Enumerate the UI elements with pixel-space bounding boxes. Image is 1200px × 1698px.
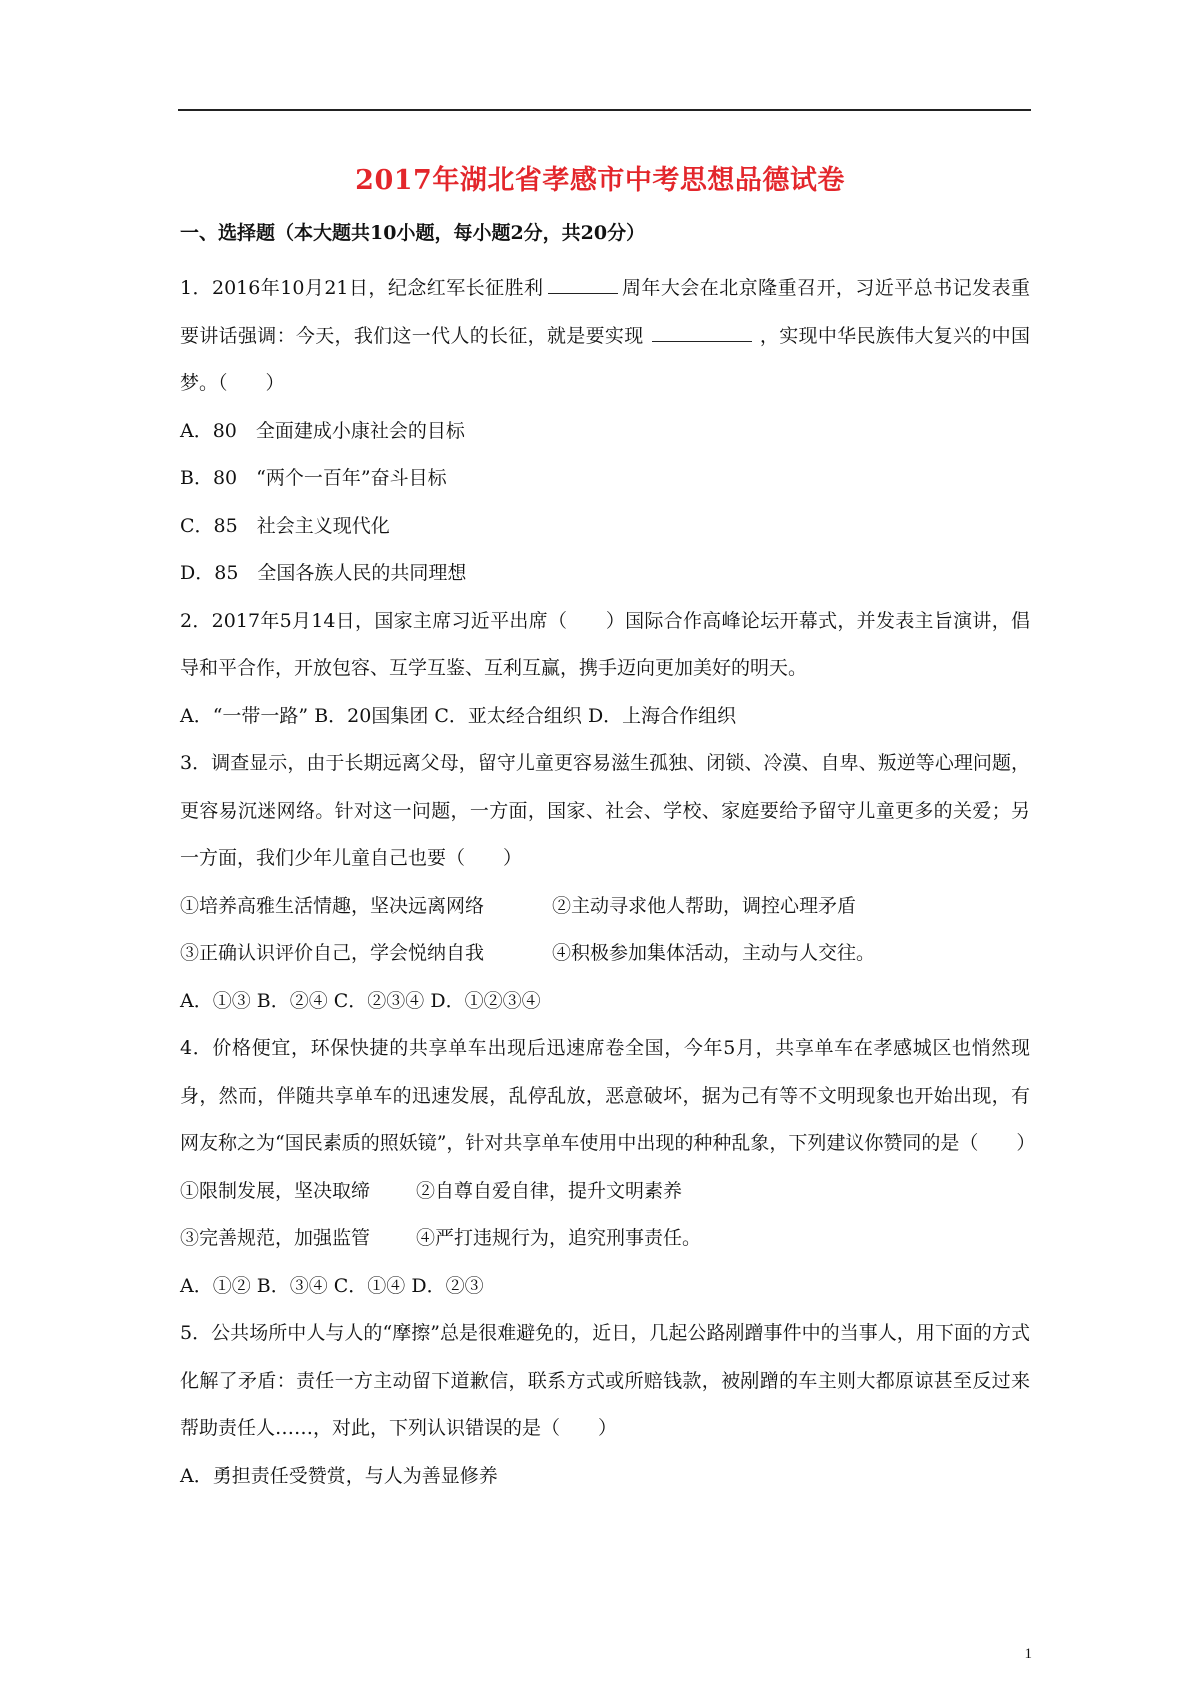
question-3-item-4: ④积极参加集体活动，主动与人交往。 <box>552 942 876 964</box>
answer-blank <box>652 321 752 342</box>
question-3-items-row-2 <box>180 930 1030 978</box>
question-3-options: A．①③ B．②④ C．②③④ D．①②③④ <box>180 989 541 1012</box>
question-4-item-2: ②自尊自爱自律，提升文明素养 <box>416 1179 683 1202</box>
question-4-item-4: ④严打违规行为，追究刑事责任。 <box>416 1227 702 1249</box>
question-1-stem: 1．2016年10月21日，纪念红军长征胜利 周年大会在北京隆重召开，习近平总书记发表重要讲话强调：今天，我们这一代人的长征，就是要实现 ，实现中华民族伟大复兴的中国梦。（ ） <box>180 265 1030 408</box>
question-4-item-3: ③完善规范，加强监管 <box>180 1227 371 1249</box>
question-3-stem: 3．调查显示，由于长期远离父母，留守儿童更容易滋生孤独、闭锁、冷漠、自卑、叛逆等心理问题，更容易沉迷网络。针对这一问题，一方面，国家、社会、学校、家庭要给予留守儿童更多的关爱；另一方面，我们少年儿童自己也要（ ） <box>180 752 1030 869</box>
question-3-items-row-1 <box>180 883 1030 931</box>
page-number: 1 <box>1024 1646 1032 1662</box>
answer-blank <box>548 273 618 294</box>
question-4-options: A．①② B．③④ C．①④ D．②③ <box>180 1274 484 1297</box>
question-3-item-1: ①培养高雅生活情趣，坚决远离网络 <box>180 894 485 917</box>
question-2-options: A．“一带一路” B．20国集团 C．亚太经合组织 D．上海合作组织 <box>180 704 737 727</box>
question-4-item-1: ①限制发展，坚决取缔 <box>180 1179 371 1202</box>
question-3-item-2: ②主动寻求他人帮助，调控心理矛盾 <box>552 894 857 917</box>
question-1-option-d: D．85 全国各族人民的共同理想 <box>180 562 467 584</box>
question-4-items-row-1 <box>180 1168 1030 1216</box>
question-3-item-3: ③正确认识评价自己，学会悦纳自我 <box>180 942 485 964</box>
question-1-option-b: B．80 “两个一百年”奋斗目标 <box>180 467 447 489</box>
question-2-stem: 2．2017年5月14日，国家主席习近平出席（ ）国际合作高峰论坛开幕式，并发表主旨演讲，倡导和平合作，开放包容、互学互鉴、互利互赢，携手迈向更加美好的明天。 <box>180 609 1030 679</box>
question-1-option-c: C．85 社会主义现代化 <box>180 514 390 537</box>
exam-title: 2017年湖北省孝感市中考思想品德试卷 <box>355 165 845 196</box>
question-5-stem: 5．公共场所中人与人的“摩擦”总是很难避免的，近日，几起公路剐蹭事件中的当事人，用下面的方式化解了矛盾：责任一方主动留下道歉信，联系方式或所赔钱款，被剐蹭的车主则大都原谅甚至反过来帮助责任人……，对此，下列认识错误的是（ ） <box>180 1322 1030 1439</box>
exam-content <box>180 219 1036 1500</box>
question-1-option-a: A．80 全面建成小康社会的目标 <box>180 419 465 442</box>
question-5-option-a: A．勇担责任受赞赏，与人为善显修养 <box>180 1464 498 1487</box>
question-4-items-row-2 <box>180 1215 1030 1263</box>
header-rule <box>178 109 1031 111</box>
section-heading: 一、选择题（本大题共10小题，每小题2分，共20分） <box>180 222 646 244</box>
question-4-stem: 4．价格便宜，环保快捷的共享单车出现后迅速席卷全国，今年5月，共享单车在孝感城区也悄然现身，然而，伴随共享单车的迅速发展，乱停乱放，恶意破坏，据为己有等不文明现象也开始出现，有网友称之为“国民素质的照妖镜”，针对共享单车使用中出现的种种乱象，下列建议你赞同的是（ ） <box>180 1037 1036 1154</box>
